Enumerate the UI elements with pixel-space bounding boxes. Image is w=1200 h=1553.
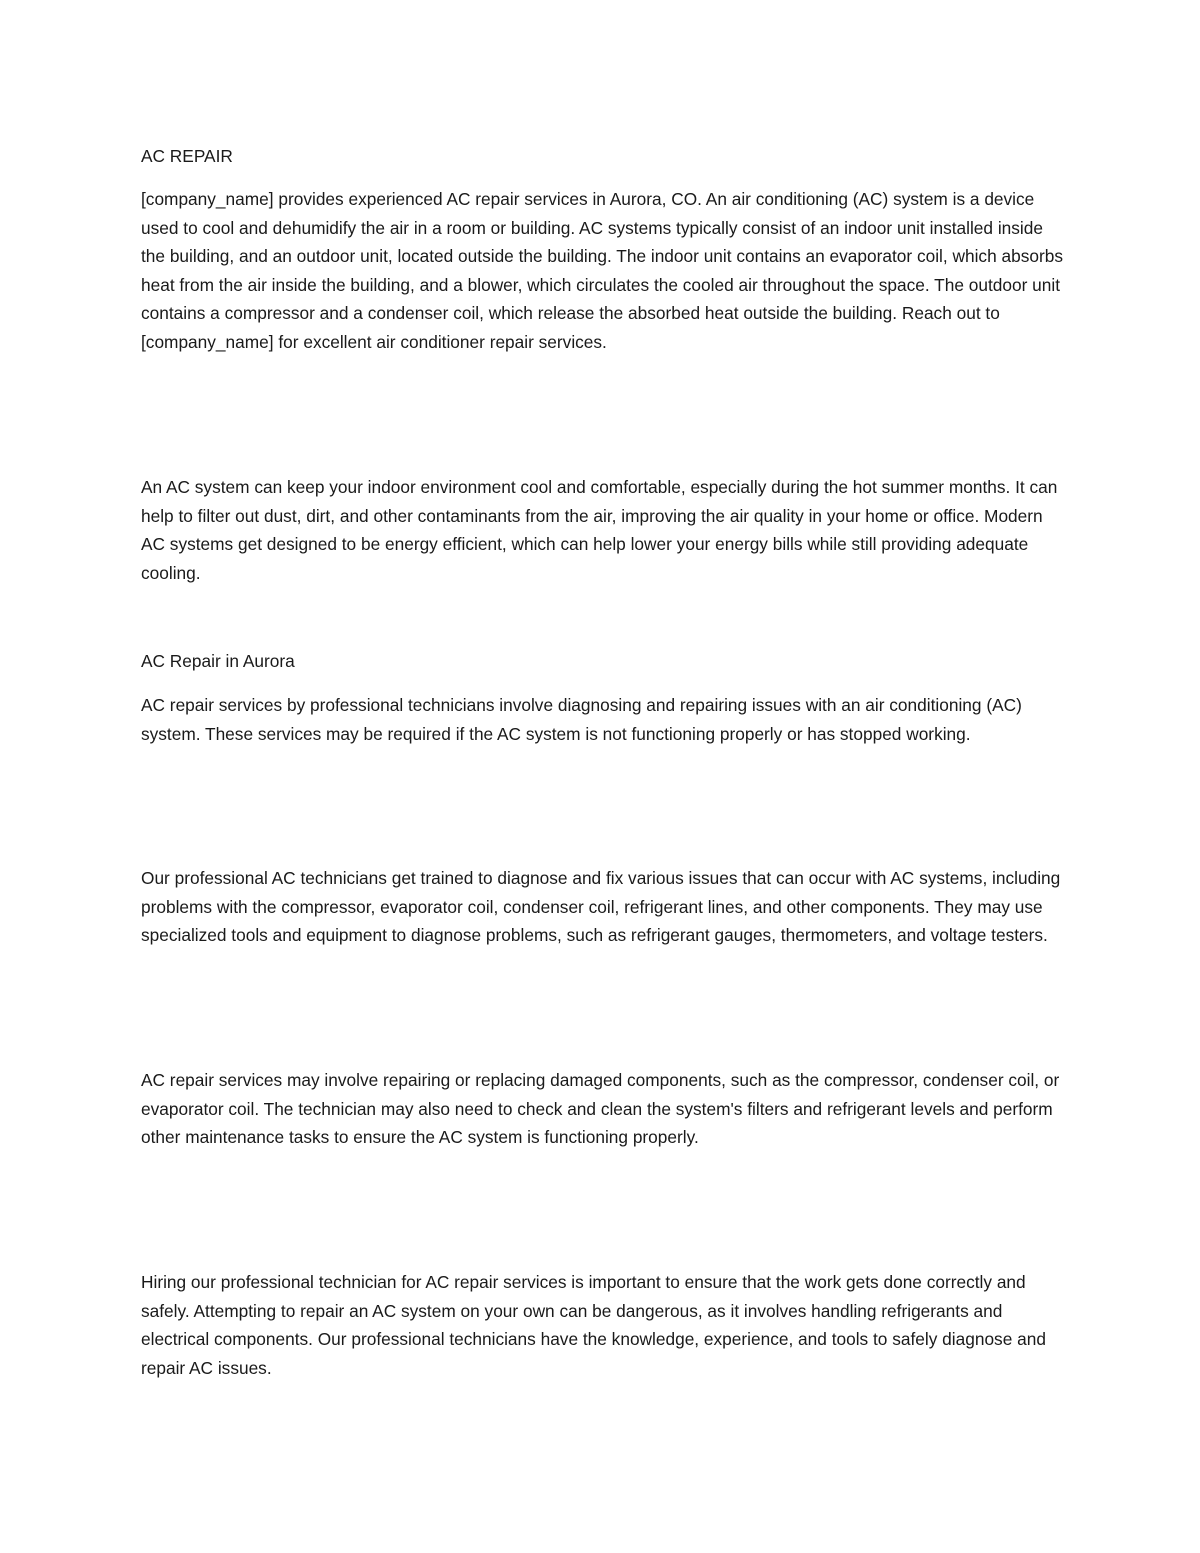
benefits-paragraph: An AC system can keep your indoor environment cool and comfortable, especially during the hot summer months. It can help to filter out dust, dirt, and other contaminants from the air, improving the air quality in your home or office. Modern AC systems get designed to be energy efficient, which can help lower your energy bills while still providing adequate cooling. <box>141 477 1058 583</box>
section-paragraph: AC repair services by professional technicians involve diagnosing and repairing issues with an air conditioning (AC) system. These services may be required if the AC system is not functioning properly or has stopped working. <box>141 695 1022 744</box>
section-paragraph: AC repair services may involve repairing or replacing damaged components, such as the compressor, condenser coil, or evaporator coil. The technician may also need to check and clean the system's filters and refrigerant levels and perform other maintenance tasks to ensure the AC system is functioning properly. <box>141 1070 1060 1148</box>
section-paragraph: Hiring our professional technician for AC repair services is important to ensure that the work gets done correctly and safely. Attempting to repair an AC system on your own can be dangerous, as it involves handling refrigerants and electrical components. Our professional technicians have the knowledge, experience, and tools to safely diagnose and repair AC issues. <box>141 1272 1046 1378</box>
section-paragraph: Our professional AC technicians get trained to diagnose and fix various issues that can occur with AC systems, including problems with the compressor, evaporator coil, condenser coil, refrigerant lines, and other components. They may use specialized tools and equipment to diagnose problems, such as refrigerant gauges, thermometers, and voltage testers. <box>141 868 1061 946</box>
document-title: AC REPAIR <box>141 146 233 166</box>
intro-paragraph: [company_name] provides experienced AC repair services in Aurora, CO. An air conditioning (AC) system is a device used to cool and dehumidify the air in a room or building. AC systems typically consist of an indoor unit installed inside the building, and an outdoor unit, located outside the building. The indoor unit contains an evaporator coil, which absorbs heat from the air inside the building, and a blower, which circulates the cooled air throughout the space. The outdoor unit contains a compressor and a condenser coil, which release the absorbed heat outside the building. Reach out to [company_name] for excellent air conditioner repair services. <box>141 189 1063 352</box>
section-heading: AC Repair in Aurora <box>141 651 295 671</box>
